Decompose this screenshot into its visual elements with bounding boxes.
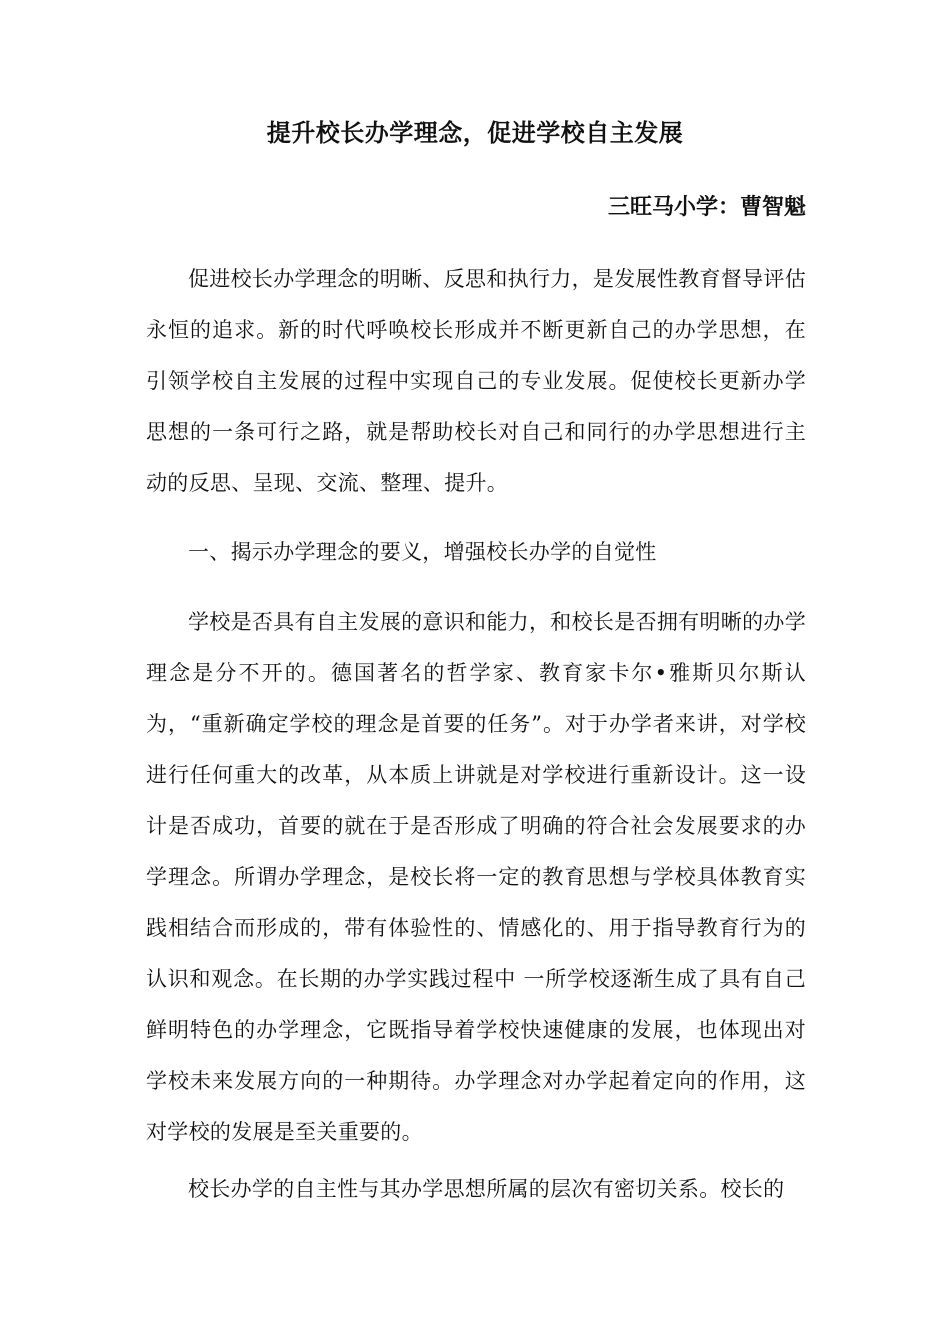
- body-paragraph: 学校是否具有自主发展的意识和能力，和校长是否拥有明晰的办学理念是分不开的。德国著名的哲学家、教育家卡尔•雅斯贝尔斯认为，“重新确定学校的理念是首要的任务”。对于办学者来讲，对学校进行任何重大的改革，从本质上讲就是对学校进行重新设计。这一设计是否成功，首要的就在于是否形成了明确的符合社会发展要求的办学理念。所谓办学理念，是校长将一定的教育思想与学校具体教育实践相结合而形成的，带有体验性的、情感化的、用于指导教育行为的认识和观念。在长期的办学实践过程中 一所学校逐渐生成了具有自己鲜明特色的办学理念，它既指导着学校快速健康的发展，也体现出对学校未来发展方向的一种期待。办学理念对办学起着定向的作用，这对学校的发展是至关重要的。: [146, 610, 806, 1144]
- body-paragraph-continued: 校长办学的自主性与其办学思想所属的层次有密切关系。校长的: [188, 1177, 785, 1201]
- intro-paragraph: 促进校长办学理念的明晰、反思和执行力，是发展性教育督导评估永恒的追求。新的时代呼唤校长形成并不断更新自己的办学思想，在引领学校自主发展的过程中实现自己的专业发展。促使校长更新办学思想的一条可行之路，就是帮助校长对自己和同行的办学思想进行主动的反思、呈现、交流、整理、提升。: [146, 267, 806, 495]
- author-line: 三旺马小学：曹智魁: [607, 195, 806, 220]
- document-title: 提升校长办学理念，促进学校自主发展: [266, 119, 684, 147]
- section-heading-1: 一、揭示办学理念的要义，增强校长办学的自觉性: [188, 540, 657, 564]
